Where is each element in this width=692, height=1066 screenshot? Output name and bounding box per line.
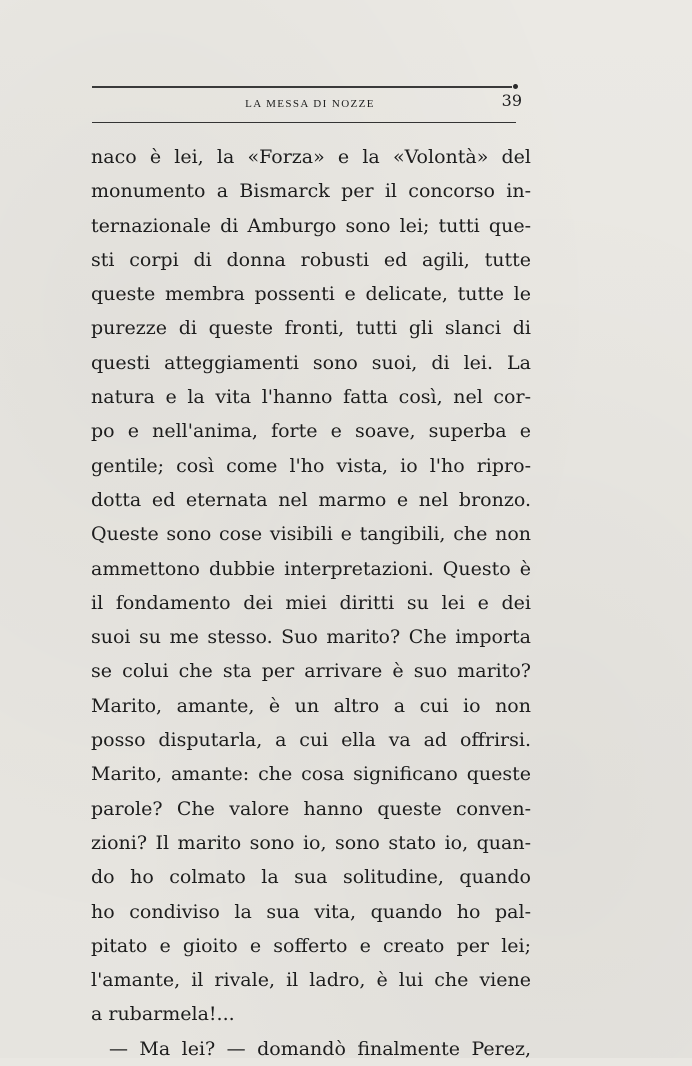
body-text xyxy=(91,140,531,1066)
text-line: Marito, amante, è un altro a cui io non xyxy=(91,694,531,717)
text-line: posso disputarla, a cui ella va ad offrirsi. xyxy=(91,729,531,752)
text-line: do ho colmato la sua solitudine, quando xyxy=(91,866,531,889)
text-line: Marito, amante: che cosa significano queste xyxy=(91,763,531,786)
text-line: l'amante, il rivale, il ladro, è lui che viene xyxy=(91,969,531,992)
text-line: po e nell'anima, forte e soave, superba e xyxy=(91,420,531,443)
text-line: sti corpi di donna robusti ed agili, tutte xyxy=(91,248,531,271)
text-line: dotta ed eternata nel marmo e nel bronzo. xyxy=(91,488,531,511)
text-line: suoi su me stesso. Suo marito? Che importa xyxy=(91,626,531,649)
text-line: — Ma lei? — domandò finalmente Perez, xyxy=(109,1037,531,1060)
text-line: naco è lei, la «Forza» e la «Volontà» del xyxy=(91,146,531,168)
text-line: a rubarmela!... xyxy=(91,1003,235,1026)
text-line: gentile; così come l'ho vista, io l'ho ripro- xyxy=(91,454,531,477)
text-line: pitato e gioito e sofferto e creato per lei; xyxy=(91,934,531,957)
text-line: questi atteggiamenti sono suoi, di lei. La xyxy=(91,351,531,374)
text-line: ho condiviso la sua vita, quando ho pal- xyxy=(91,900,531,923)
header-rule-bottom xyxy=(92,122,516,123)
text-line: queste membra possenti e delicate, tutte le xyxy=(91,283,531,306)
running-title: LA MESSA DI NOZZE xyxy=(245,98,375,110)
text-line: Queste sono cose visibili e tangibili, che non xyxy=(91,523,531,546)
text-line: parole? Che valore hanno queste conven- xyxy=(91,797,531,820)
text-line: purezze di queste fronti, tutti gli slanci di xyxy=(91,317,531,340)
text-line: il fondamento dei miei diritti su lei e dei xyxy=(91,591,531,614)
text-line: natura e la vita l'hanno fatta così, nel cor- xyxy=(91,386,531,409)
text-line: se colui che sta per arrivare è suo marito? xyxy=(91,660,531,683)
text-line: ammettono dubbie interpretazioni. Questo è xyxy=(91,557,531,580)
page-number: 39 xyxy=(501,91,522,110)
header-rule-top xyxy=(92,86,512,88)
text-line: monumento a Bismarck per il concorso in- xyxy=(91,180,531,203)
text-line: zioni? Il marito sono io, sono stato io, quan- xyxy=(91,831,531,854)
text-line: ternazionale di Amburgo sono lei; tutti que- xyxy=(91,214,531,237)
